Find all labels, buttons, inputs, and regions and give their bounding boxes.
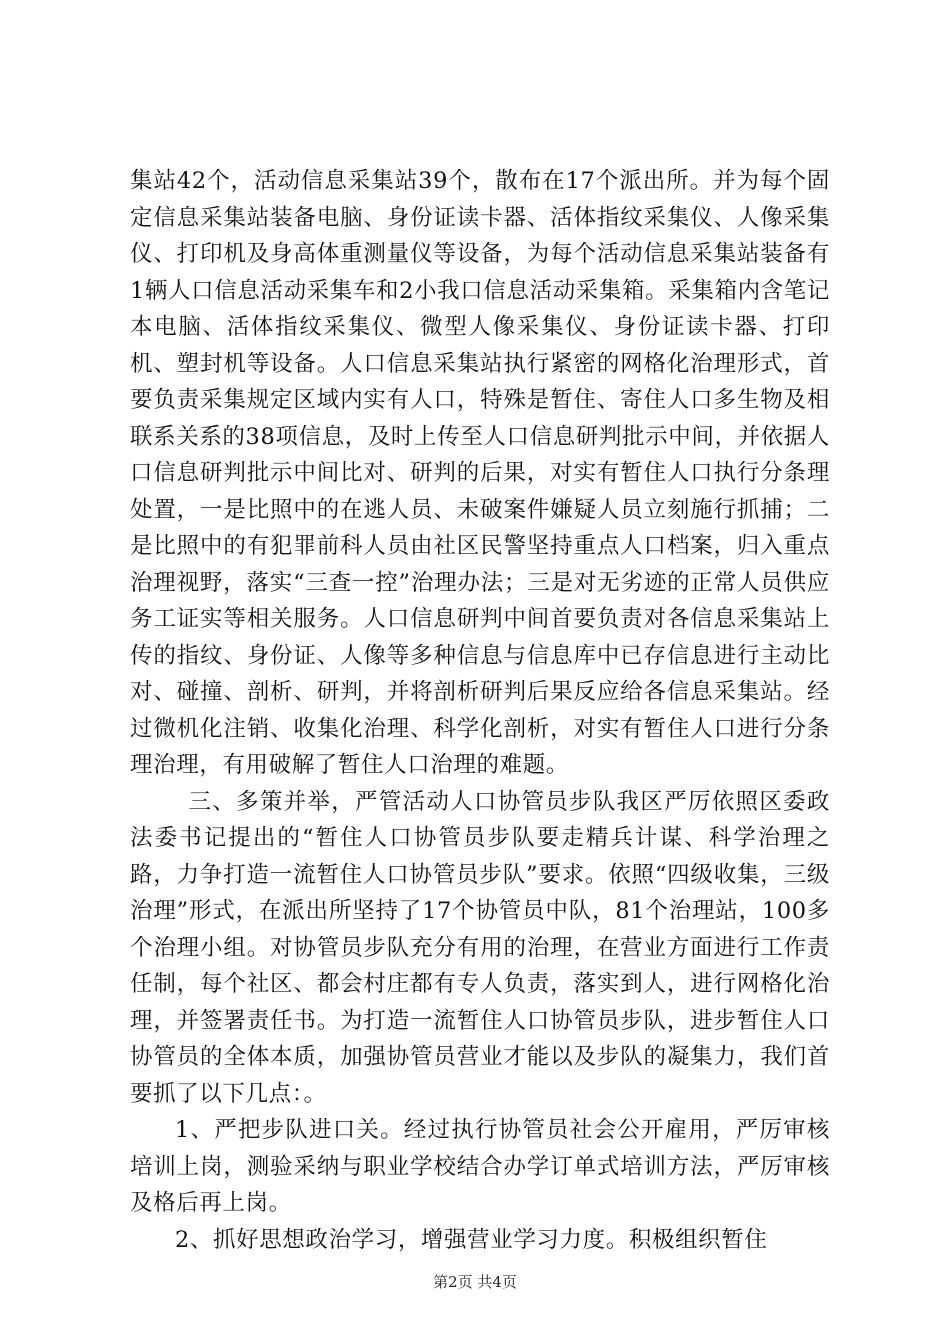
paragraph-point-two: 2、抓好思想政治学习，增强营业学习力度。积极组织暂住	[175, 1226, 768, 1253]
page-number-footer: 第2页 共4页	[433, 1273, 517, 1291]
document-body	[130, 163, 830, 1258]
paragraph-collection-stations: 集站42个，活动信息采集站39个，散布在17个派出所。并为每个固定信息采集站装备电脑、身份证读卡器、活体指纹采集仪、人像采集仪、打印机及身高体重测量仪等设备，为每个活动信息采集站装备有1辆人口信息活动采集车和2小我口信息活动采集箱。采集箱内含笔记本电脑、活体指纹采集仪、微型人像采集仪、身份证读卡器、打印机、塑封机等设备。人口信息采集站执行紧密的网格化治理形式，首要负责采集规定区域内实有人口，特殊是暂住、寄住人口多生物及相联系关系的38项信息，及时上传至人口信息研判批示中间，并依据人口信息研判批示中间比对、研判的后果，对实有暂住人口执行分条理处置，一是比照中的在逃人员、未破案件嫌疑人员立刻施行抓捕；二是比照中的有犯罪前科人员由社区民警坚持重点人口档案，归入重点治理视野，落实“三查一控”治理办法；三是对无劣迹的正常人员供应务工证实等相关服务。人口信息研判中间首要负责对各信息采集站上传的指纹、身份证、人像等多种信息与信息库中已存信息进行主动比对、碰撞、剖析、研判，并将剖析研判后果反应给各信息采集站。经过微机化注销、收集化治理、科学化剖析，对实有暂住人口进行分条理治理，有用破解了暂住人口治理的难题。	[130, 168, 830, 778]
paragraph-section-three: 三、多策并举，严管活动人口协管员步队我区严厉依照区委政法委书记提出的“暂住人口协管员步队要走精兵计谋、科学治理之路，力争打造一流暂住人口协管员步队”要求。依照“四级收集，三级治理”形式，在派出所坚持了17个协管员中队，81个治理站，100多个治理小组。对协管员步队充分有用的治理，在营业方面进行工作责任制，每个社区、都会村庄都有专人负责，落实到人，进行网格化治理，并签署责任书。为打造一流暂住人口协管员步队，进步暂住人口协管员的全体本质，加强协管员营业才能以及步队的凝集力，我们首要抓了以下几点：。	[130, 788, 830, 1107]
paragraph-point-one: 1、严把步队进口关。经过执行协管员社会公开雇用，严厉审核培训上岗，测验采纳与职业学校结合办学订单式培训方法，严厉审核及格后再上岗。	[130, 1117, 830, 1216]
